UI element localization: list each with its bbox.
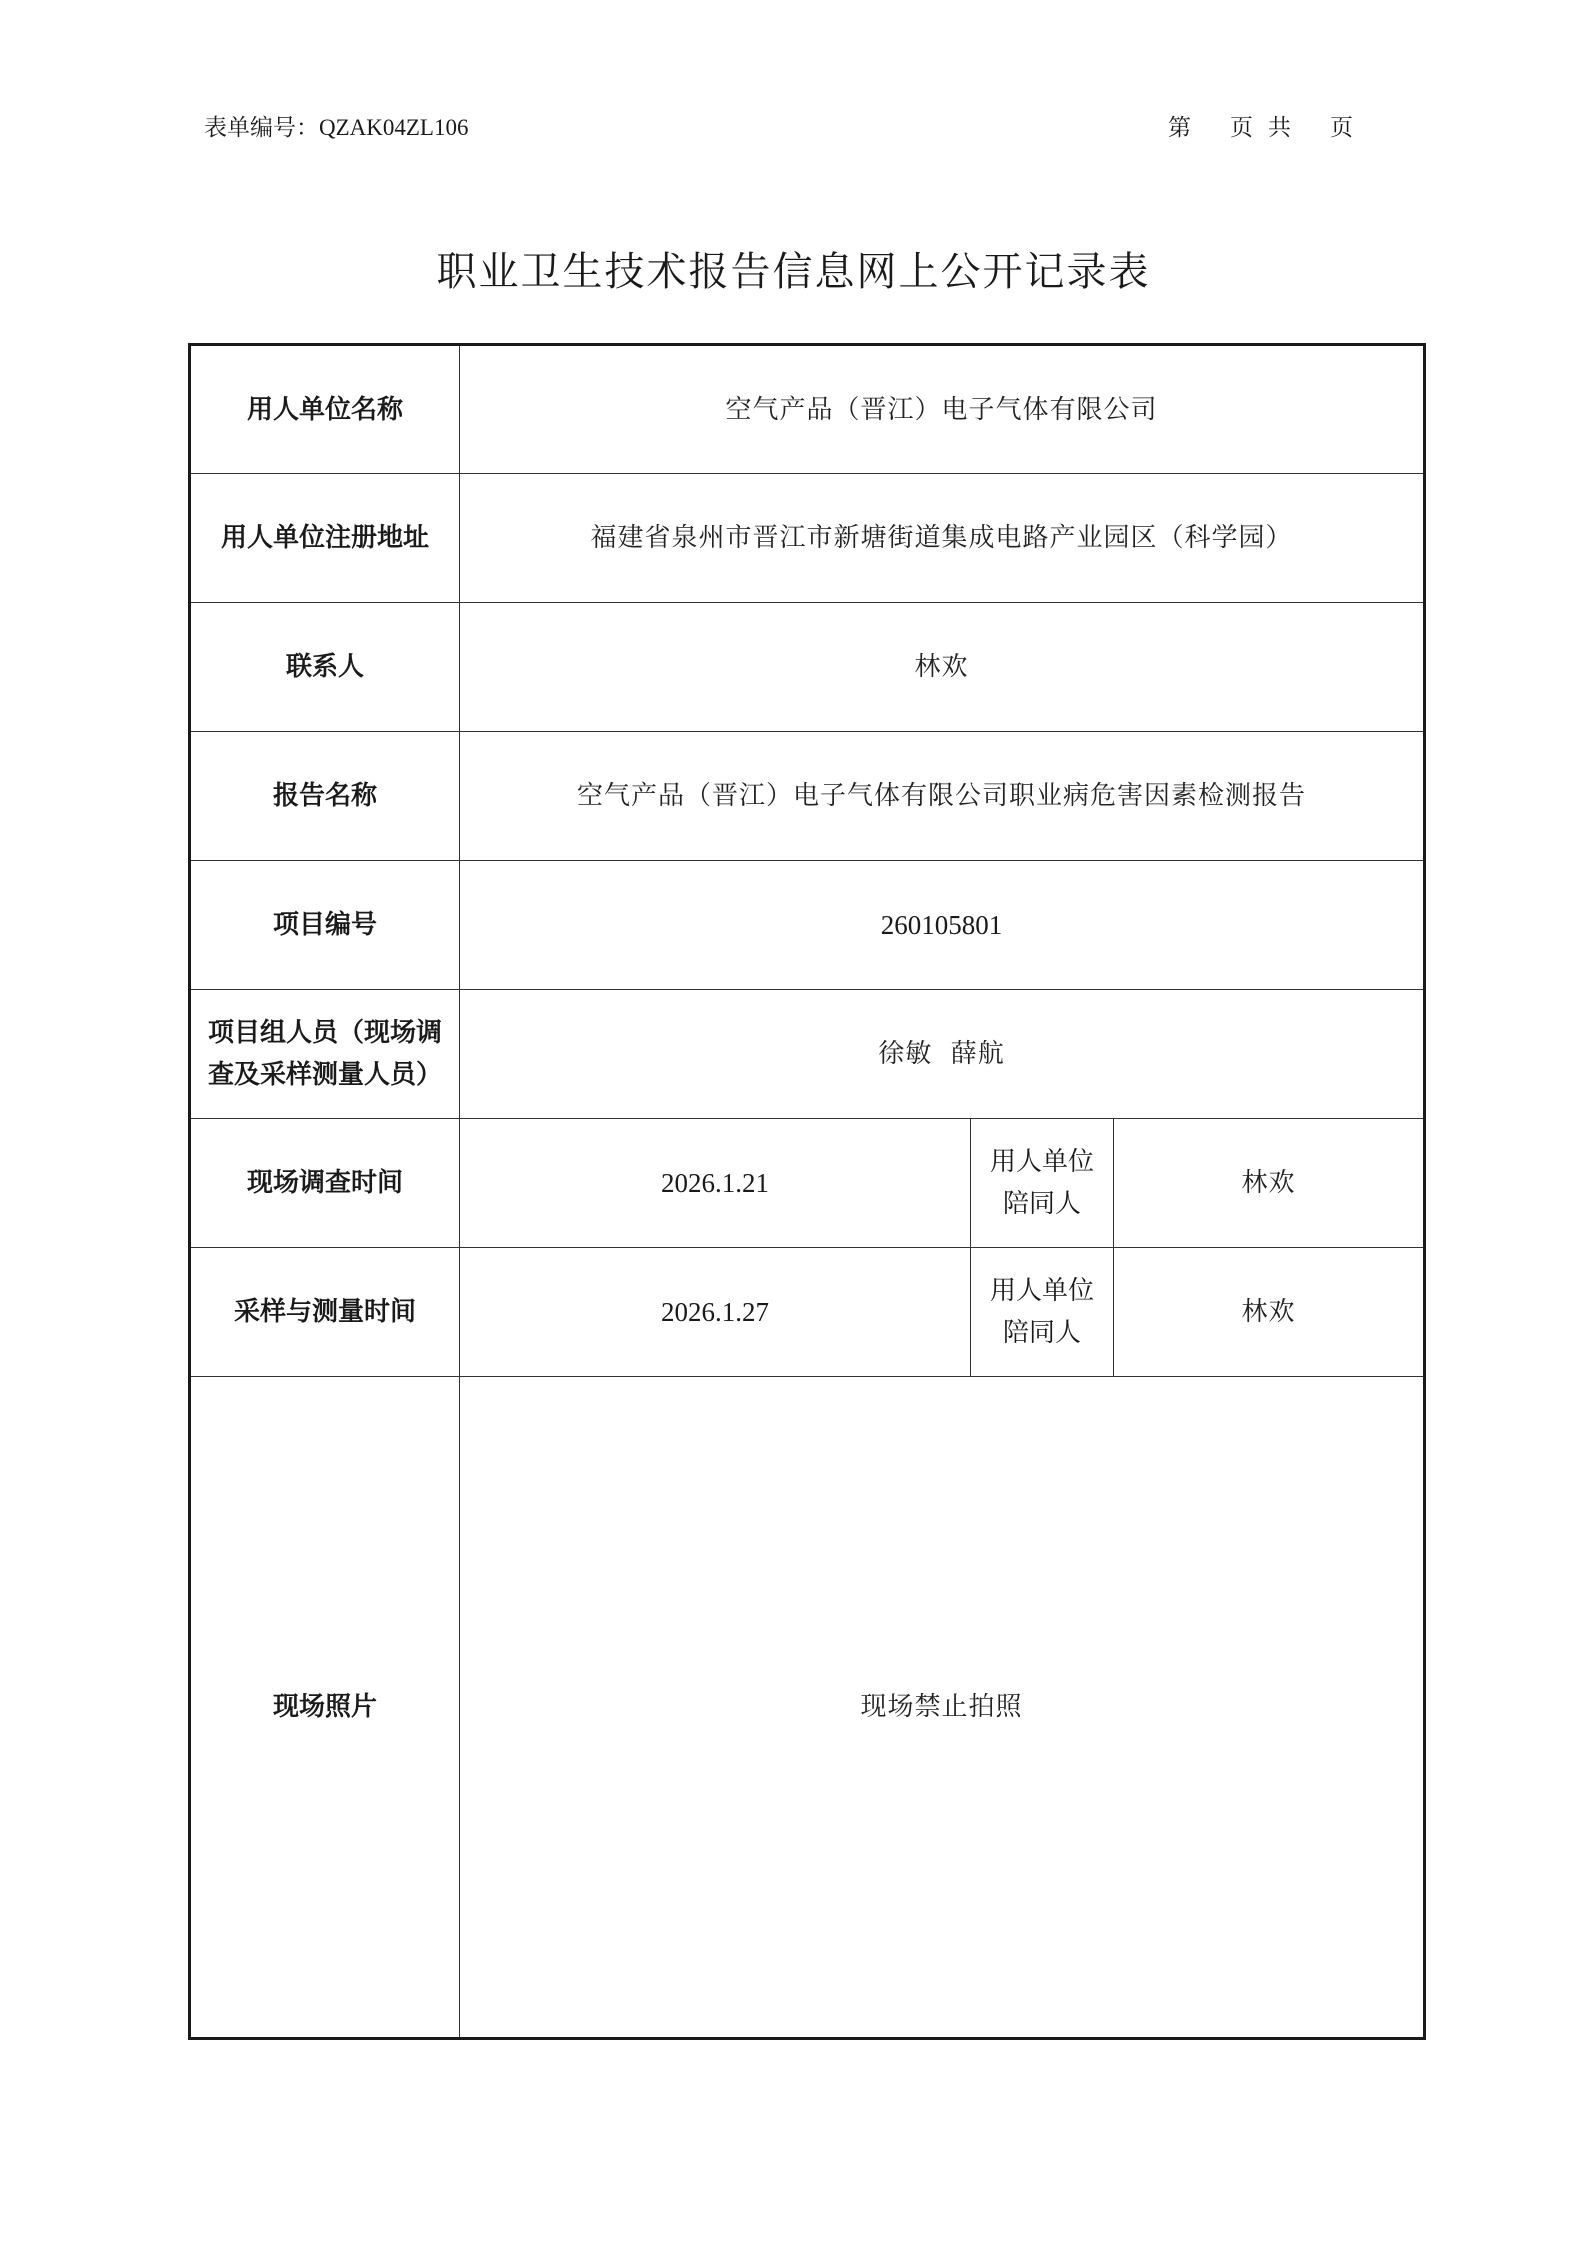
employer-name-label: 用人单位名称 xyxy=(190,345,460,474)
employer-address-label: 用人单位注册地址 xyxy=(190,474,460,603)
report-name-value: 空气产品（晋江）电子气体有限公司职业病危害因素检测报告 xyxy=(460,732,1425,861)
page-counter xyxy=(1168,112,1353,144)
row-sampling-time xyxy=(190,1248,1425,1377)
form-number-label: 表单编号： xyxy=(204,115,319,141)
row-survey-time xyxy=(190,1119,1425,1248)
team-label-line1: 项目组人员（现场调 xyxy=(207,1018,442,1048)
row-employer-name xyxy=(190,345,1425,474)
survey-companion-label-line2: 陪同人 xyxy=(1002,1189,1081,1219)
sampling-time-label: 采样与测量时间 xyxy=(190,1248,460,1377)
team-label-line2: 查及采样测量人员） xyxy=(207,1060,442,1090)
sampling-companion-value: 林欢 xyxy=(1114,1248,1425,1377)
sampling-companion-label-line2: 陪同人 xyxy=(1002,1318,1081,1348)
survey-time-value: 2026.1.21 xyxy=(460,1119,971,1248)
employer-name-value: 空气产品（晋江）电子气体有限公司 xyxy=(460,345,1425,474)
page-ye: 页 xyxy=(1230,115,1253,141)
row-photo xyxy=(190,1377,1425,2039)
page-gong: 共 xyxy=(1268,115,1291,141)
employer-address-value: 福建省泉州市晋江市新塘街道集成电路产业园区（科学园） xyxy=(460,474,1425,603)
row-employer-address xyxy=(190,474,1425,603)
record-table xyxy=(188,343,1426,2040)
page-ye2: 页 xyxy=(1330,115,1353,141)
photo-label: 现场照片 xyxy=(190,1377,460,2039)
survey-time-label: 现场调查时间 xyxy=(190,1119,460,1248)
photo-note: 现场禁止拍照 xyxy=(460,1377,1425,2039)
row-team xyxy=(190,990,1425,1119)
team-label xyxy=(190,990,460,1119)
contact-value: 林欢 xyxy=(460,603,1425,732)
row-project-no xyxy=(190,861,1425,990)
form-number xyxy=(204,112,468,144)
sampling-time-value: 2026.1.27 xyxy=(460,1248,971,1377)
report-name-label: 报告名称 xyxy=(190,732,460,861)
project-no-value: 260105801 xyxy=(460,861,1425,990)
survey-companion-label-line1: 用人单位 xyxy=(989,1147,1094,1177)
team-members-value: 徐敏 薛航 xyxy=(460,990,1425,1119)
survey-companion-value: 林欢 xyxy=(1114,1119,1425,1248)
row-report-name xyxy=(190,732,1425,861)
form-number-value: QZAK04ZL106 xyxy=(319,115,469,140)
survey-companion-label xyxy=(971,1119,1114,1248)
project-no-label: 项目编号 xyxy=(190,861,460,990)
sampling-companion-label-line1: 用人单位 xyxy=(989,1276,1094,1306)
page-title: 职业卫生技术报告信息网上公开记录表 xyxy=(436,249,1151,295)
sampling-companion-label xyxy=(971,1248,1114,1377)
row-contact xyxy=(190,603,1425,732)
contact-label: 联系人 xyxy=(190,603,460,732)
page-di: 第 xyxy=(1168,115,1191,141)
